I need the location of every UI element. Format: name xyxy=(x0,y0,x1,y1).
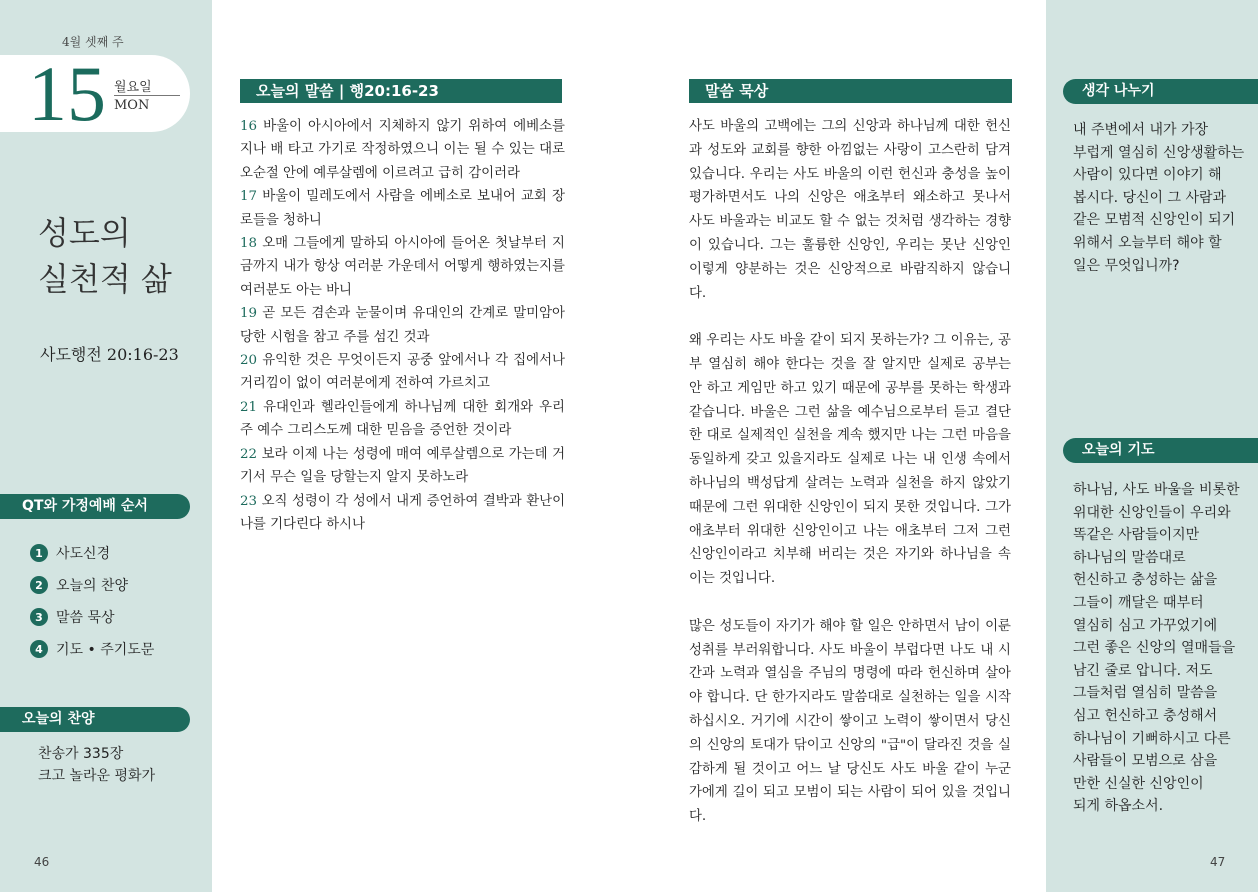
meditation-paragraph: 사도 바울의 고백에는 그의 신앙과 하나님께 대한 헌신과 성도와 교회를 향한 아낌없는 사랑이 고스란히 담겨 있습니다. 우리는 사도 바울의 이런 헌신과 충성을 높이 평가하면서도 나의 신앙은 애초부터 왜소하고 못나서 사도 바울과는 비교도 할 수 없는 것처럼 생각하는 경향이 있습니다. 그는 훌륭한 신앙인, 우리는 못난 신앙인 이렇게 양분하는 것은 신앙적으로 바람직하지 않습니다. xyxy=(689,119,1011,301)
verse-number: 16 xyxy=(240,119,258,134)
day-number: 15 xyxy=(28,50,106,137)
verse-text: 바울이 아시아에서 지체하지 않기 위하여 에베소를 지나 배 타고 가기로 작정하였으니 이는 될 수 있는 대로 오순절 안에 예루살렘에 이르려고 급히 감이러라 xyxy=(240,119,565,181)
scripture-verses xyxy=(240,115,565,536)
page-number-right: 47 xyxy=(1210,855,1226,869)
verse-text: 바울이 밀레도에서 사람을 에베소로 보내어 교회 장로들을 청하니 xyxy=(240,189,565,228)
scripture-reference: 사도행전 20:16-23 xyxy=(40,345,179,364)
hymn-title: 크고 놀라운 평화가 xyxy=(38,768,156,784)
verse-text: 곧 모든 겸손과 눈물이며 유대인의 간계로 말미암아 당한 시험을 참고 주를 섬긴 것과 xyxy=(240,306,565,345)
verse-text: 유익한 것은 무엇이든지 공중 앞에서나 각 집에서나 거리낌이 없이 여러분에게 전하여 가르치고 xyxy=(240,353,565,392)
hymn-info xyxy=(38,743,155,787)
step-label: 사도신경 xyxy=(56,546,111,562)
share-text: 내 주변에서 내가 가장 부럽게 열심히 신앙생활하는 사람이 있다면 이야기 해 봅시다. 당신이 그 사람과 같은 모범적 신앙인이 되기 위해서 오늘부터 해야 할 일은 무엇입니까? xyxy=(1073,122,1245,274)
share-heading: 생각 나누기 xyxy=(1063,79,1258,104)
page-title: 성도의 실천적 삶 xyxy=(38,214,172,298)
verse-number: 19 xyxy=(240,306,258,322)
hymn-number: 찬송가 335장 xyxy=(38,746,124,762)
order-step-3 xyxy=(30,607,115,627)
meditation-paragraph: 많은 성도들이 자기가 해야 할 일은 안하면서 남이 이룬 성취를 부러워합니다. 사도 바울이 부럽다면 나도 내 시간과 노력과 열심을 주님의 명령에 따라 헌신하며 살아야 합니다. 단 한가지라도 말씀대로 실천하는 일을 시작하십시오. 거기에 시간이 쌓이고 노력이 쌓이면서 당신의 신앙의 토대가 닦이고 신앙의 "급"이 달라진 것을 실감하게 될 것이고 어느 날 당신도 사도 바울 같이 누군가에게 길이 되고 모범이 되는 사람이 되어 있을 것입니다. xyxy=(689,618,1011,825)
verse xyxy=(240,494,565,532)
hymn-heading: 오늘의 찬양 xyxy=(0,707,190,732)
verse-number: 20 xyxy=(240,353,258,369)
step-number-badge: 2 xyxy=(30,576,48,594)
verse-text: 오직 성령이 각 성에서 내게 증언하여 결박과 환난이 나를 기다린다 하시나 xyxy=(240,493,565,532)
order-heading: QT와 가정예배 순서 xyxy=(0,494,190,519)
weekday-english: MON xyxy=(114,98,150,113)
order-step-4 xyxy=(30,639,154,659)
verse-text: 유대인과 헬라인들에게 하나님께 대한 회개와 우리 주 예수 그리스도께 대한 믿음을 증언한 것이라 xyxy=(240,399,565,439)
meditation-heading: 말씀 묵상 xyxy=(689,79,1012,103)
verse-number: 17 xyxy=(240,189,258,205)
prayer-text: 하나님, 사도 바울을 비롯한 위대한 신앙인들이 우리와 똑같은 사람들이지만 하나님의 말씀대로 헌신하고 충성하는 삶을 그들이 깨달은 때부터 열심히 심고 가꾸었기에 그런 좋은 신앙의 열매들을 남긴 줄로 압니다. 저도 그들처럼 열심히 말씀을 심고 헌신하고 충성해서 하나님이 기뻐하시고 다른 사람들이 모범으로 삼을 만한 신실한 신앙인이 되게 하옵소서. xyxy=(1073,482,1240,815)
verse-number: 21 xyxy=(240,399,258,415)
meditation-body xyxy=(689,115,1011,853)
verse xyxy=(240,119,565,181)
week-label: 4월 셋째 주 xyxy=(62,35,124,49)
verse xyxy=(240,189,565,227)
order-step-2 xyxy=(30,575,128,595)
step-number-badge: 1 xyxy=(30,544,48,562)
weekday-divider xyxy=(114,95,180,96)
prayer-heading: 오늘의 기도 xyxy=(1063,438,1258,463)
verse-text: 오매 그들에게 말하되 아시아에 들어온 첫날부터 지금까지 내가 항상 여러분 가운데서 어떻게 행하였는지를 여러분도 아는 바니 xyxy=(240,236,565,298)
verse xyxy=(240,236,565,298)
verse-text: 보라 이제 나는 성령에 매여 예루살렘으로 가는데 거기서 무슨 일을 당할는지 알지 못하노라 xyxy=(240,446,565,486)
meditation-paragraph: 왜 우리는 사도 바울 같이 되지 못하는가? 그 이유는, 공부 열심히 해야 한다는 것을 잘 알지만 실제로 공부는 안 하고 게임만 하고 있기 때문에 공부를 못하는 학생과 같습니다. 바울은 그런 삶을 예수님으로부터 듣고 결단한 대로 실제적인 실천을 계속 했지만 나는 그런 마음을 동일하게 갖고 있을지라도 실제로 나는 내 인생 속에서 하나님의 백성답게 살려는 노력과 실천을 하지 않았기 때문에 그런 위대한 신앙인이 되지 못한 것입니다. 그가 애초부터 위대한 신앙인이고 나는 애초부터 그저 그런 신앙인이라고 치부해 버리는 것은 자기와 하나님을 속이는 것입니다. xyxy=(689,333,1011,587)
verse-number: 23 xyxy=(240,493,258,509)
verse xyxy=(240,353,565,391)
verse xyxy=(240,400,565,438)
step-number-badge: 3 xyxy=(30,608,48,626)
verse-number: 22 xyxy=(240,446,258,462)
step-number-badge: 4 xyxy=(30,640,48,658)
step-label: 오늘의 찬양 xyxy=(56,578,129,594)
weekday-korean: 월요일 xyxy=(114,80,152,95)
verse xyxy=(240,306,565,344)
verse xyxy=(240,447,565,485)
page-number-left: 46 xyxy=(34,855,50,869)
order-step-1 xyxy=(30,543,110,563)
step-label: 말씀 묵상 xyxy=(56,610,115,626)
verse-number: 18 xyxy=(240,236,258,252)
step-label: 기도 • 주기도문 xyxy=(56,642,155,658)
word-heading: 오늘의 말씀 | 행20:16-23 xyxy=(240,79,562,103)
